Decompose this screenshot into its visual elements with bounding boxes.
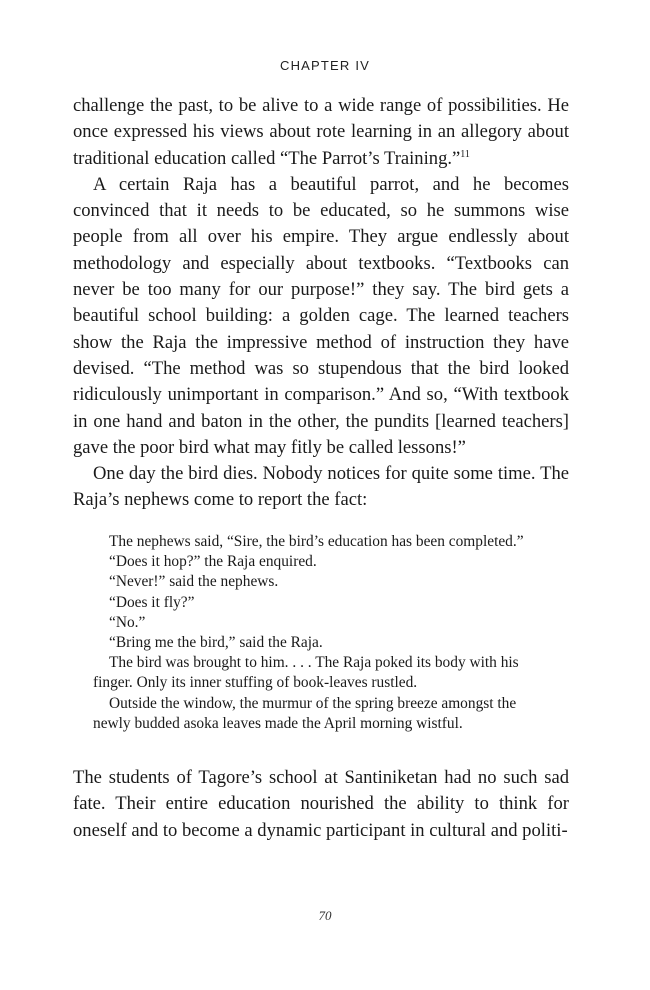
quote-line: “Bring me the bird,” said the Raja. [109,634,323,652]
paragraph-continuation [73,93,569,172]
quote-line: “Does it fly?” [109,593,195,611]
running-head: CHAPTER IV [279,58,370,73]
body-text-lower [73,765,569,844]
quote-line: The bird was brought to him. . . . The Raja poked its body with his finger. Only its inner stuffing of book-leaves rustled. [93,654,519,692]
body-text-upper [73,93,569,514]
block-quote [93,532,533,734]
quote-line: “Never!” said the nephews. [109,573,279,591]
quote-line: The nephews said, “Sire, the bird’s education has been completed.” [109,533,524,550]
page-number: 70 [318,908,332,923]
quote-line: “No.” [109,613,146,631]
quote-line: Outside the window, the murmur of the spring breeze amongst the newly budded asoka leaves made the April morning wistful. [93,694,517,732]
paragraph-santiniketan: The students of Tagore’s school at Santiniketan had no such sad fate. Their entire education nourished the ability to think for oneself and to become a dynamic participant in cultural and politi- [73,767,569,841]
quote-line: “Does it hop?” the Raja enquired. [109,553,317,571]
paragraph-raja-allegory: A certain Raja has a beautiful parrot, and he becomes convinced that it needs to be educated, so he summons wise people from all over his empire. They argue endlessly about methodology and especially about textbooks. “Textbooks can never be too many for our purpose!” they say. The bird gets a beautiful school building: a golden cage. The learned teachers show the Raja the impressive method of instruction they have devised. “The method was so stupendous that the bird looked ridiculously unimportant in comparison.” And so, “With textbook in one hand and baton in the other, the pundits [learned teachers] gave the poor bird what may fitly be called lessons!” [73,173,569,458]
footnote-reference: 11 [460,148,470,160]
paragraph-bird-dies: One day the bird dies. Nobody notices for quite some time. The Raja’s nephews come to report the fact: [73,463,569,511]
paragraph-text: challenge the past, to be alive to a wide range of possibilities. He once expressed his views about rote learning in an allegory about traditional education called “The Parrot’s Training.” [73,95,569,169]
